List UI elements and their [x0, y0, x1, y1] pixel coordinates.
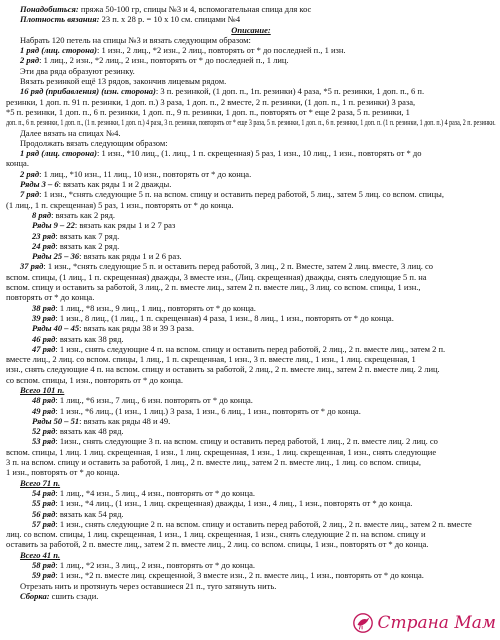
instruction-line — [6, 45, 496, 55]
line-text: Набрать 120 петель на спицы №3 и вязать следующим образом: — [20, 34, 251, 45]
line-label: 46 ряд — [32, 333, 56, 344]
line-text: : вязать как 7 ряд. — [55, 230, 120, 241]
instruction-line — [6, 86, 496, 96]
instruction-line — [6, 76, 496, 86]
line-label: 2 ряд — [20, 168, 40, 179]
line-label: Ряды 9 – 22 — [32, 220, 75, 231]
line-text: со вспом. спицы, 1 изн., повторять от * до конца. — [6, 374, 184, 385]
line-text: *5 п. резинки, 1 доп. п., 6 п. резинки, 1 доп. п., 9 п. резинки, 1 доп. п., повторять от * еще 2 раза, 5 п. резинки, 1 — [6, 106, 410, 117]
line-label: 39 ряд — [32, 312, 56, 323]
line-text: : вязать как ряды 48 и 49. — [79, 415, 171, 426]
instruction-line — [6, 14, 496, 24]
line-text: : вязать как 2 ряд. — [51, 209, 116, 220]
line-label: Всего 41 п. — [20, 549, 61, 560]
line-text: повторять от * до конца. — [6, 292, 95, 303]
line-label: 7 ряд — [20, 189, 40, 200]
instruction-line — [6, 220, 496, 230]
line-text: : 1 лиц., *6 изн., 7 лиц., 6 изн. повторять от * до конца. — [55, 395, 253, 406]
instruction-line — [6, 560, 496, 570]
line-label: Понадобиться: — [20, 4, 79, 14]
instruction-line — [6, 25, 496, 35]
line-label: 47 ряд — [32, 343, 56, 354]
line-text: : 1 изн., *10 лиц., (1. лиц., 1 п. скрещенная) 5 раз, 1 изн., 10 лиц., 1 изн., повторять от * до — [96, 148, 422, 159]
instruction-line — [6, 364, 496, 374]
line-label: 1 ряд (лиц. сторона) — [20, 45, 97, 56]
line-label: 8 ряд — [32, 209, 52, 220]
line-text: лиц. со вспом. спицы, 1 лиц. скрещенная, 1 изн., 1 лиц. скрещенная, 1 изн., снять следующие 2 п. на вспом. спицу и — [6, 529, 426, 540]
line-text: : вязать как ряды 1 и 2 дважды. — [58, 179, 172, 190]
instruction-line — [6, 55, 496, 65]
watermark-text: Страна Мам — [377, 612, 496, 633]
line-text: 1 изн., повторять от * до конца. — [6, 467, 120, 478]
line-label: 2 ряд — [20, 55, 40, 66]
instruction-line — [6, 313, 496, 323]
instruction-line — [6, 303, 496, 313]
instruction-line — [6, 189, 496, 199]
instruction-line — [6, 107, 496, 117]
instruction-line — [6, 344, 496, 354]
line-text: : 1изн., снять следующие 3 п. на вспом. спицу и оставить перед работой, 1 лиц., 2 п. вместе лиц. 2 лиц. со — [55, 436, 438, 447]
instruction-line — [6, 498, 496, 508]
instruction-line — [6, 416, 496, 426]
line-text: : вязать как ряды 38 и 39 3 раза. — [79, 323, 194, 334]
line-label: Сборка: — [20, 590, 50, 601]
line-text: изн., снять следующие 4 п. на вспом. спицу и оставить за работой, 2 лиц., 2 п. вместе лиц., затем 2 п. вместе лиц. 2 лиц. — [6, 364, 440, 375]
line-label: 57 ряд — [32, 518, 56, 529]
line-label: 48 ряд — [32, 395, 56, 406]
instruction-line — [6, 148, 496, 158]
instruction-line — [6, 581, 496, 591]
instruction-line — [6, 4, 496, 14]
line-text: : 1 лиц., 2 изн., *2 лиц., 2 изн., повторять от * до последней п., 1 лиц. — [39, 55, 289, 66]
line-label: 16 ряд (прибавления) (изн. сторона) — [20, 86, 156, 97]
line-text: : 1 изн., *6 лиц., (1 изн., 1 лиц.) 3 раза, 1 изн., 6 лиц., 1 изн., повторять от * до конца. — [55, 405, 361, 416]
line-label: Ряды 3 – 6 — [20, 179, 59, 190]
line-text: : вязать как 54 ряд. — [55, 508, 124, 519]
line-label: 59 ряд — [32, 570, 56, 581]
line-text: : 1 изн., *4 лиц., (1 изн., 1 лиц. скрещенная) дважды, 1 изн., 4 лиц., 1 изн., повторять от * до конца. — [55, 498, 413, 509]
line-text: пряжа 50-100 гр, спицы №3 и 4, вспомогательная спица для кос — [78, 4, 312, 14]
line-label: 55 ряд — [32, 498, 56, 509]
line-text: : вязать как ряды 1 и 2 6 раз. — [79, 251, 182, 262]
instruction-line — [6, 519, 496, 529]
line-text: : вязать как 38 ряд. — [55, 333, 124, 344]
instruction-line — [6, 169, 496, 179]
line-label: Описание: — [231, 24, 271, 35]
line-label: 54 ряд — [32, 487, 56, 498]
instruction-line — [6, 282, 496, 292]
line-text: доп. п., 6 п. резинки, 1 доп. п., (1 п. резинки, 1 доп. п.) 4 раза, 3 п. резинки, повторять от * еще 3 раза, 5 п. резинки, 1 доп. п., 6 п. резинки, 1 доп. п. (1 п. резинки, 1 доп. п.) 4 раза, 2 п. резинки. — [6, 117, 496, 128]
line-text: : 1 лиц., *2 изн., 3 лиц., 2 изн., повторять от * до конца. — [55, 560, 256, 571]
instruction-line — [6, 210, 496, 220]
instruction-line — [6, 591, 496, 601]
line-text: : 1 лиц., *4 изн., 5 лиц., 4 изн., повторять от * до конца. — [55, 487, 256, 498]
line-text: : 1 изн., *снять следующие 5 п. и оставить перед работой, 3 лиц., 2 п. Вместе, затем 2 лиц. вместе, 3 лиц. со — [43, 261, 434, 272]
instruction-line — [6, 261, 496, 271]
line-text: резинки, 1 доп. п. 91 п. резинки, 1 доп. п.) 3 раза, 1 доп. п., 2 вместе, 2 п. резинки, (1 доп. п., 1 п. резинки) 3 раза, — [6, 96, 416, 107]
instruction-line — [6, 375, 496, 385]
line-text: : 1 изн., 8 лиц., (1 лиц., 1 п. скрещенная) 4 раза, 1 изн., 8 лиц., 1 изн., повторять от * до конца. — [55, 312, 394, 323]
line-label: Плотность вязания: — [20, 14, 100, 25]
instruction-line — [6, 292, 496, 302]
line-text: Отрезать нить и протянуть через оставшиеся 21 п., туго затянуть нить. — [20, 580, 277, 591]
line-label: 1 ряд (лиц. сторона) — [20, 148, 97, 159]
instruction-line — [6, 457, 496, 467]
instruction-line — [6, 128, 496, 138]
instruction-line — [6, 488, 496, 498]
instruction-line — [6, 426, 496, 436]
line-text: вспом. спицы, (1 лиц., 1 п. скрещенная) дважды, 3 вместе изн., (Лиц. скрещенная) дважды, снять следующие 5 п. на — [6, 271, 427, 282]
line-text: Вязать резинкой ещё 13 рядов, закончив лицевым рядом. — [20, 76, 227, 87]
line-text: вместе лиц., 2 лиц. со вспом. спицы, 1 лиц., 1 п. скрещенная, 1 изн., 3 п. вместе лиц., 1 изн., 1 лиц. скрещенная, 1 — [6, 354, 416, 365]
line-text: : 1 изн., 2 лиц., *2 изн., 2 лиц., повторять от * до последней п., 1 изн. — [96, 45, 346, 56]
instruction-line — [6, 354, 496, 364]
line-text: : 1 изн., *2 п. вместе лиц. скрещенной, 3 вместе изн., 2 п. вместе лиц., 1 изн., повторять от * до конца. — [55, 570, 424, 581]
line-text: Далее вязать на спицах №4. — [20, 127, 121, 138]
watermark — [352, 612, 496, 634]
instruction-line — [6, 241, 496, 251]
line-text: : вязать как 48 ряд. — [55, 426, 124, 437]
line-label: 58 ряд — [32, 560, 56, 571]
instruction-line — [6, 395, 496, 405]
instruction-line — [6, 436, 496, 446]
line-text: (1 лиц., 1 п. скрещенная) 5 раз, 1 изн., повторять от * до конца. — [6, 199, 234, 210]
line-label: Всего 71 п. — [20, 477, 61, 488]
line-text: : 3 п. резинкой, (1 доп. п., 1п. резинки) 4 раза, *5 п. резинки, 1 доп. п., 6 п. — [155, 86, 425, 97]
line-text: : 1 изн., снять следующие 2 п. на вспом. спицу и оставить перед работой, 2 лиц., 2 п. вместе лиц., затем 2 п. вместе — [55, 518, 472, 529]
line-label: 52 ряд — [32, 426, 56, 437]
instruction-line — [6, 539, 496, 549]
line-text: сшить сзади. — [49, 590, 99, 601]
instruction-line — [6, 550, 496, 560]
instruction-line — [6, 570, 496, 580]
line-label: 24 ряд — [32, 240, 56, 251]
line-label: 53 ряд — [32, 436, 56, 447]
line-text: : 1 изн., *снять следующие 5 п. на вспом. спицу и оставить перед работой, 5 лиц., затем 5 лиц. со вспом. спицы, — [39, 189, 444, 200]
line-text: 3 п. на вспом. спицу и оставить за работой, 1 лиц., 2 п. вместе лиц., затем 2 п. вместе лиц., 1 лиц. со вспом. спицы, — [6, 457, 421, 468]
instruction-line — [6, 272, 496, 282]
line-text: вспом. спицу и оставить за работой, 3 лиц., 2 п. вместе лиц., затем 2 п. вместе лиц., 3 лиц. со вспом. спицы, 1 изн., — [6, 282, 421, 293]
line-text: оставить за работой, 2 п. вместе лиц., затем 2 п. вместе лиц., 2 лиц. со вспом. спицы, 1 изн., повторять от * до конца. — [6, 539, 429, 550]
line-label: Ряды 25 – 36 — [32, 251, 80, 262]
line-text: : 1 изн., снять следующие 4 п. на вспом. спицу и оставить перед работой, 2 лиц., 2 п. вместе лиц., затем 2 п. — [55, 343, 446, 354]
line-text: : 1 лиц., *8 изн., 9 лиц., 1 лиц., повторять от * до конца. — [55, 302, 256, 313]
line-text: : 1 лиц., *10 изн., 11 лиц., 10 изн., повторять от * до конца. — [39, 168, 252, 179]
instruction-line — [6, 200, 496, 210]
line-label: 38 ряд — [32, 302, 56, 313]
line-label: 37 ряд — [20, 261, 44, 272]
line-label: Ряды 50 – 51 — [32, 415, 80, 426]
instruction-line — [6, 529, 496, 539]
instruction-line — [6, 117, 496, 128]
line-label: 56 ряд — [32, 508, 56, 519]
instruction-line — [6, 158, 496, 168]
line-text: конца. — [6, 158, 29, 169]
line-text: вспом. спицы, 1 лиц. 1 лиц. скрещенная, 1 изн., 1 лиц. скрещенная, 1 изн., 1 лиц. скрещенная, 1 изн., снять следующие — [6, 446, 437, 457]
line-text: : вязать как ряды 1 и 2 7 раз — [74, 220, 176, 231]
instruction-line — [6, 385, 496, 395]
line-text: Продолжать вязать следующим образом: — [20, 137, 168, 148]
line-label: Ряды 40 – 45 — [32, 323, 80, 334]
instruction-line — [6, 334, 496, 344]
instruction-line — [6, 447, 496, 457]
instruction-line — [6, 478, 496, 488]
instruction-lines — [6, 4, 496, 601]
instruction-line — [6, 138, 496, 148]
instruction-line — [6, 467, 496, 477]
instruction-line — [6, 323, 496, 333]
instruction-line — [6, 231, 496, 241]
instruction-line — [6, 35, 496, 45]
line-label: Всего 101 п. — [20, 384, 65, 395]
instruction-line — [6, 66, 496, 76]
instruction-line — [6, 406, 496, 416]
line-label: 23 ряд — [32, 230, 56, 241]
line-text: Эти два ряда образуют резинку. — [20, 65, 135, 76]
instruction-line — [6, 509, 496, 519]
line-text: : вязать как 2 ряд. — [55, 240, 120, 251]
instruction-line — [6, 179, 496, 189]
stork-logo-icon — [352, 612, 374, 634]
line-label: 49 ряд — [32, 405, 56, 416]
line-text: 23 п. х 28 р. = 10 х 10 см. спицами №4 — [99, 14, 241, 25]
instruction-line — [6, 97, 496, 107]
instruction-line — [6, 251, 496, 261]
